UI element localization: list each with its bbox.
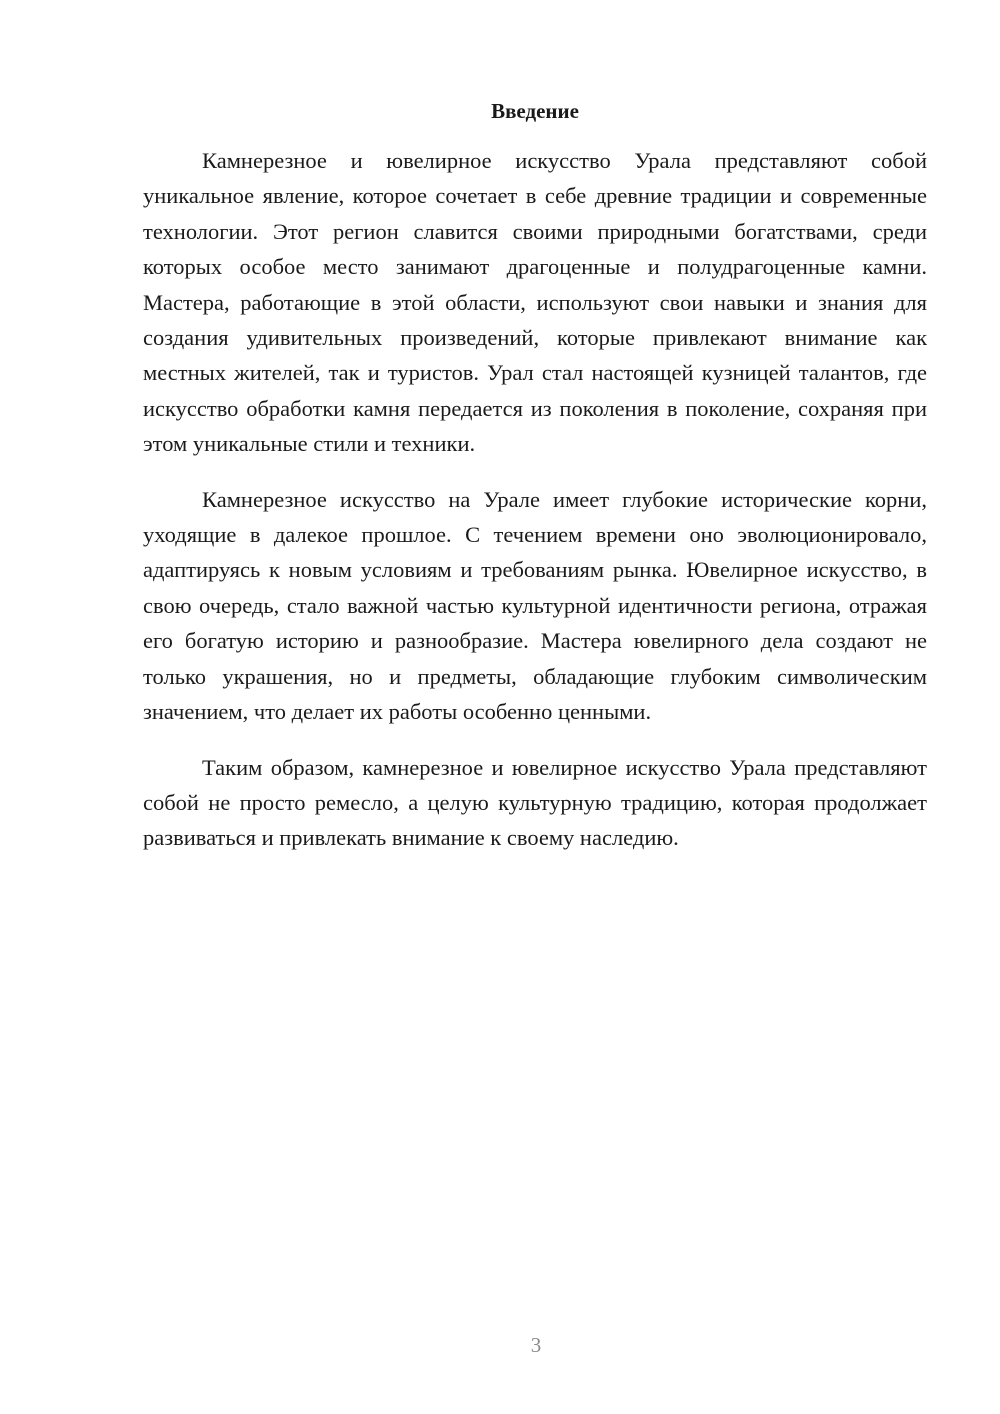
paragraph-1: Камнерезное и ювелирное искусство Урала представляют собой уникальное явление, которое сочетает в себе древние традиции и современные технологии. Этот регион славится своими природными богатствами, среди которых особое место занимают драгоценные и полудрагоценные камни. Мастера, работающие в этой области, используют свои навыки и знания для создания удивительных произведений, которые привлекают внимание как местных жителей, так и туристов. Урал стал настоящей кузницей талантов, где искусство обработки камня передается из поколения в поколение, сохраняя при этом уникальные стили и техники. (143, 148, 927, 457)
page-number: 3 (530, 1333, 542, 1357)
section-title: Введение (491, 99, 579, 123)
paragraph-3: Таким образом, камнерезное и ювелирное искусство Урала представляют собой не просто ремесло, а целую культурную традицию, которая продолжает развиваться и привлекать внимание к своему наследию. (143, 754, 927, 851)
paragraph-2: Камнерезное искусство на Урале имеет глубокие исторические корни, уходящие в далекое прошлое. С течением времени оно эволюционировало, адаптируясь к новым условиям и требованиям рынка. Ювелирное искусство, в свою очередь, стало важной частью культурной идентичности региона, отражая его богатую историю и разнообразие. Мастера ювелирного дела создают не только украшения, но и предметы, обладающие глубоким символическим значением, что делает их работы особенно ценными. (143, 486, 927, 725)
document-body (143, 96, 927, 876)
